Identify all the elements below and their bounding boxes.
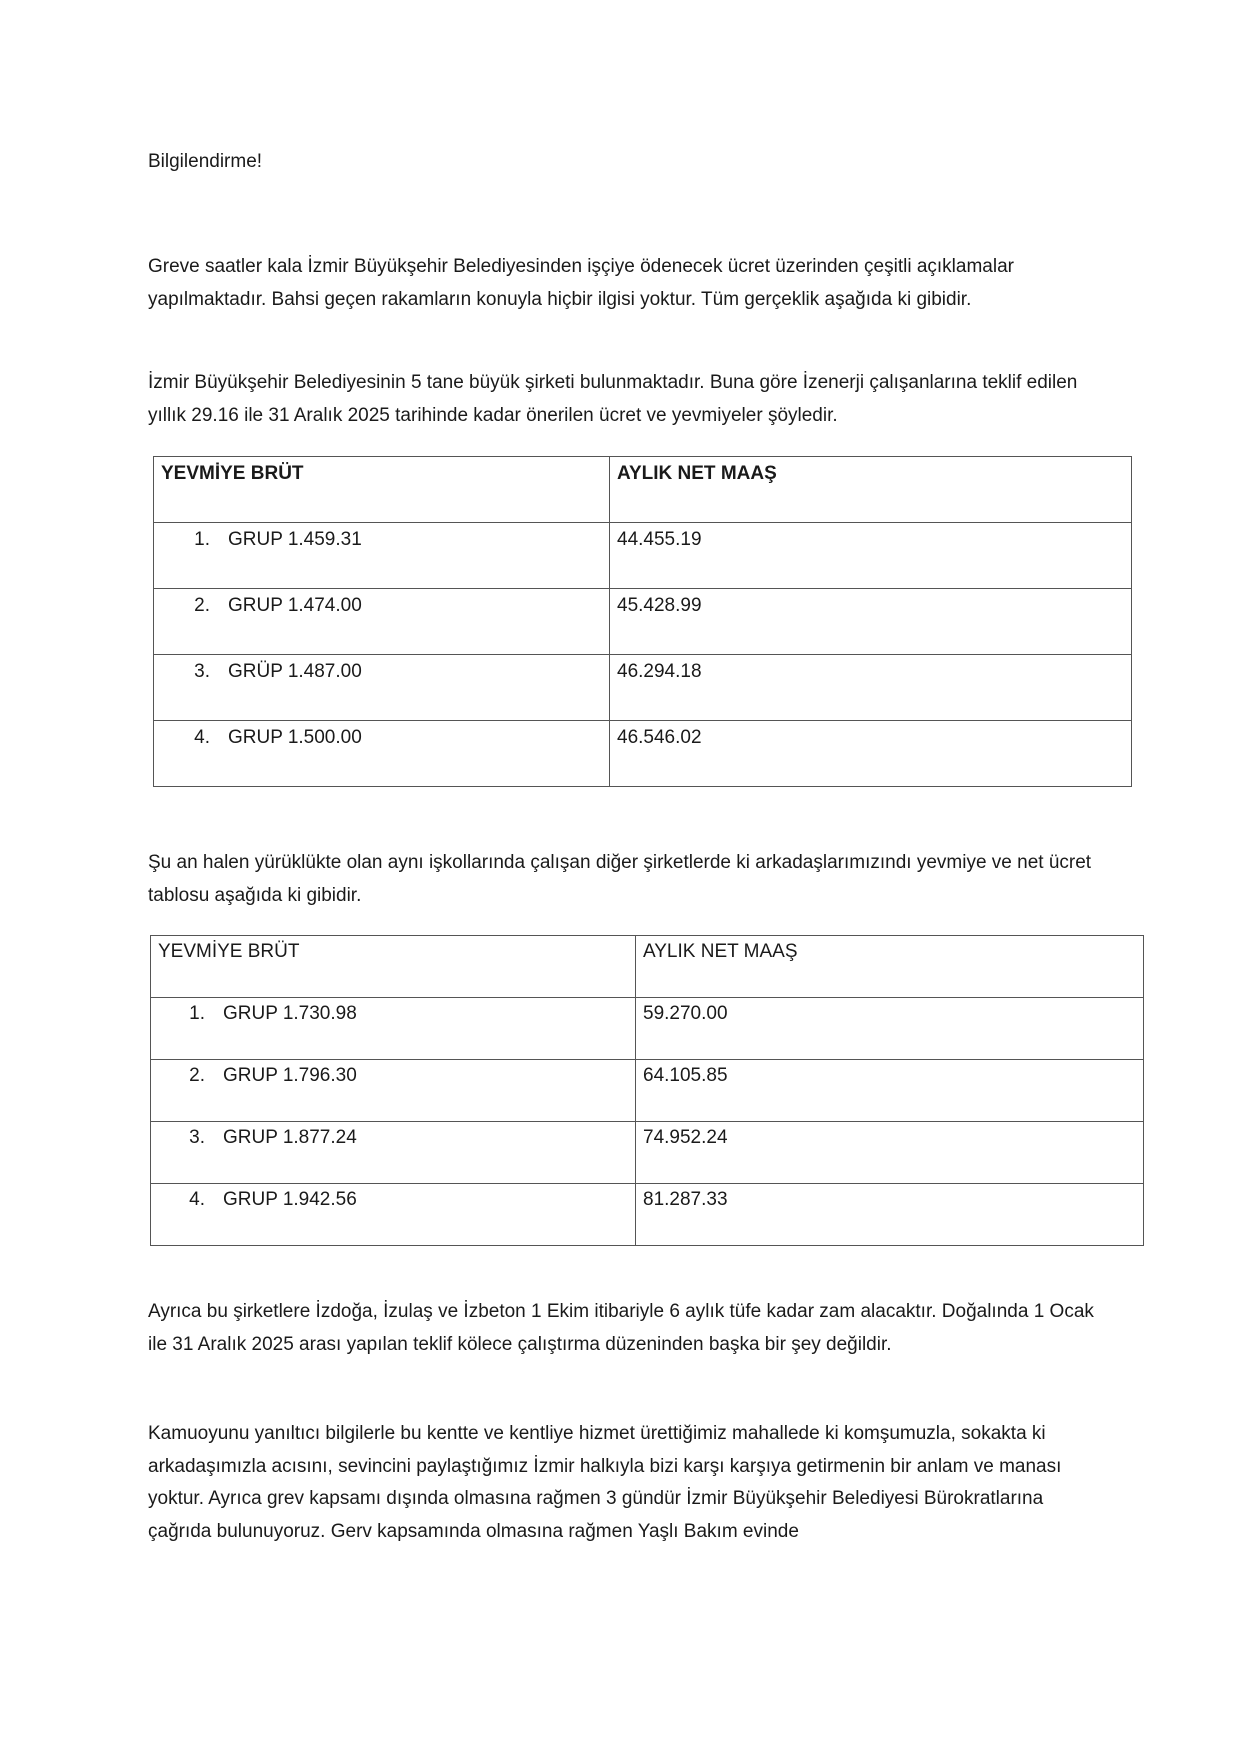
group-cell: 4. GRUP 1.942.56	[151, 1184, 636, 1246]
other-companies-wage-table	[150, 935, 1144, 1246]
net-salary-cell: 64.105.85	[636, 1060, 1144, 1122]
group-cell: 2. GRUP 1.796.30	[151, 1060, 636, 1122]
header-monthly-net: AYLIK NET MAAŞ	[636, 936, 1144, 998]
group-cell: 1. GRUP 1.730.98	[151, 998, 636, 1060]
public-statement-paragraph: Kamuoyunu yanıltıcı bilgilerle bu kentte ve kentliye hizmet ürettiğimiz mahallede ki komşumuzla, sokakta ki arkadaşımızla acısını, sevincini paylaştığımız İzmir halkıyla bizi karşı karşıya getirmenin bir anlam ve manası yoktur. Ayrıca grev kapsamı dışında olmasına rağmen 3 gündür İzmir Büyükşehir Belediyesi Bürokratlarına çağrıda bulunuyoruz. Gerv kapsamında olmasına rağmen Yaşlı Bakım evinde	[148, 1423, 1062, 1542]
table-row	[154, 721, 1132, 787]
table-header-row	[151, 936, 1144, 998]
group-cell: 4. GRUP 1.500.00	[154, 721, 610, 787]
net-salary-cell: 46.294.18	[610, 655, 1132, 721]
table-row	[151, 1184, 1144, 1246]
document-heading: Bilgilendirme!	[148, 151, 263, 172]
header-monthly-net: AYLIK NET MAAŞ	[610, 457, 1132, 523]
group-cell: 1. GRUP 1.459.31	[154, 523, 610, 589]
net-salary-cell: 59.270.00	[636, 998, 1144, 1060]
table-row	[151, 1122, 1144, 1184]
intro-paragraph: Greve saatler kala İzmir Büyükşehir Belediyesinden işçiye ödenecek ücret üzerinden çeşitli açıklamalar yapılmaktadır. Bahsi geçen rakamların konuyla hiçbir ilgisi yoktur. Tüm gerçeklik aşağıda ki gibidir.	[148, 256, 1014, 310]
group-cell: 3. GRUP 1.877.24	[151, 1122, 636, 1184]
table-row	[151, 998, 1144, 1060]
table-row	[154, 523, 1132, 589]
net-salary-cell: 81.287.33	[636, 1184, 1144, 1246]
net-salary-cell: 46.546.02	[610, 721, 1132, 787]
group-cell: 2. GRUP 1.474.00	[154, 589, 610, 655]
izenerji-wage-table	[153, 456, 1132, 787]
table-row	[154, 589, 1132, 655]
raise-paragraph: Ayrıca bu şirketlere İzdoğa, İzulaş ve İzbeton 1 Ekim itibariyle 6 aylık tüfe kadar zam alacaktır. Doğalında 1 Ocak ile 31 Aralık 2025 arası yapılan teklif kölece çalıştırma düzeninden başka bir şey değildir.	[148, 1301, 1094, 1355]
net-salary-cell: 45.428.99	[610, 589, 1132, 655]
izenerji-offer-paragraph: İzmir Büyükşehir Belediyesinin 5 tane büyük şirketi bulunmaktadır. Buna göre İzenerji çalışanlarına teklif edilen yıllık 29.16 ile 31 Aralık 2025 tarihinde kadar önerilen ücret ve yevmiyeler şöyledir.	[148, 372, 1078, 426]
net-salary-cell: 44.455.19	[610, 523, 1132, 589]
table-row	[151, 1060, 1144, 1122]
table-row	[154, 655, 1132, 721]
header-daily-gross: YEVMİYE BRÜT	[151, 936, 636, 998]
net-salary-cell: 74.952.24	[636, 1122, 1144, 1184]
table-header-row	[154, 457, 1132, 523]
group-cell: 3. GRÜP 1.487.00	[154, 655, 610, 721]
other-companies-paragraph: Şu an halen yürüklükte olan aynı işkollarında çalışan diğer şirketlerde ki arkadaşlarımızındı yevmiye ve net ücret tablosu aşağıda ki gibidir.	[148, 852, 1092, 906]
header-daily-gross: YEVMİYE BRÜT	[154, 457, 610, 523]
